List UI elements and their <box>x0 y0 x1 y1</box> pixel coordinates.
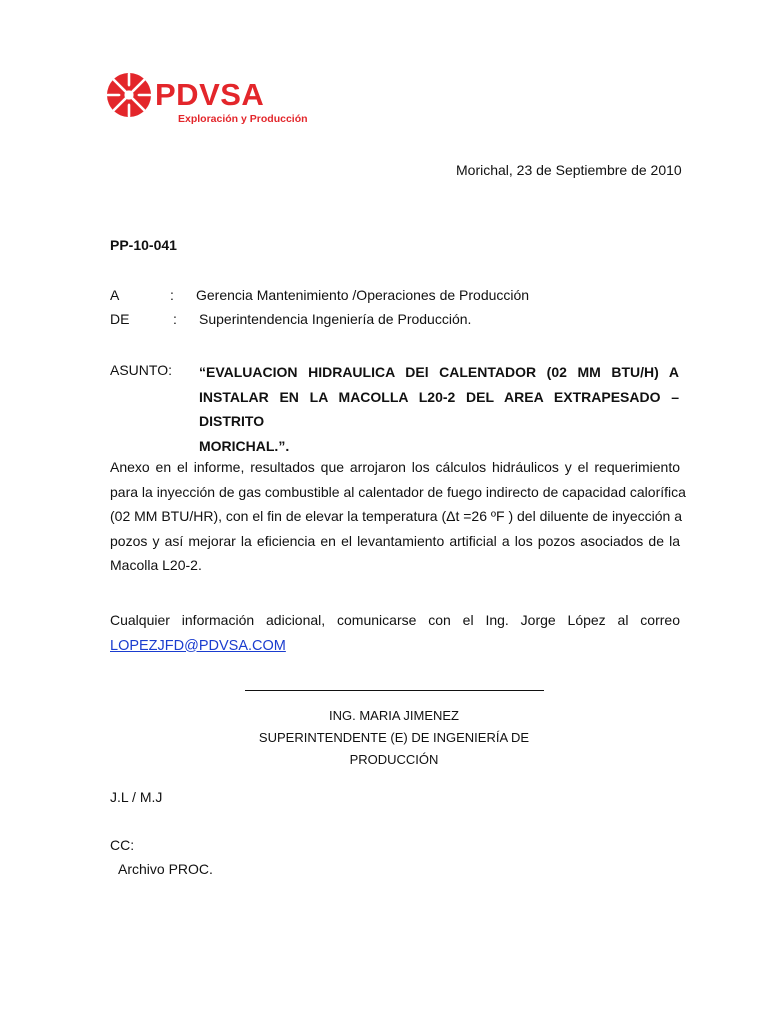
from-label: DE <box>110 311 130 327</box>
body-line: Anexo en el informe, resultados que arrojaron los cálculos hidráulicos y el requerimiento <box>110 459 680 475</box>
logo-name: PDVSA <box>155 77 265 112</box>
logo-subtitle: Exploración y Producción <box>178 113 308 125</box>
signer-title: PRODUCCIÓN <box>349 752 439 767</box>
subject-label: ASUNTO: <box>110 362 172 378</box>
from-value: Superintendencia Ingeniería de Producción. <box>199 311 472 327</box>
pdvsa-sun-icon <box>106 72 152 118</box>
cc-label: CC: <box>110 837 135 853</box>
signature-line <box>245 690 544 691</box>
body-line: Macolla L20-2. <box>110 557 202 573</box>
signer-title: SUPERINTENDENTE (E) DE INGENIERÍA DE <box>258 730 530 745</box>
reference-number: PP-10-041 <box>110 237 177 253</box>
signer-name: ING. MARIA JIMENEZ <box>328 708 459 723</box>
pdvsa-logo <box>106 72 316 132</box>
to-separator: : <box>170 287 174 303</box>
from-separator: : <box>173 311 177 327</box>
subject-text <box>199 360 679 458</box>
cc-item: Archivo PROC. <box>118 861 213 877</box>
contact-paragraph <box>110 608 680 658</box>
body-line: para la inyección de gas combustible al calentador de fuego indirecto de capacidad calorífica <box>110 483 686 500</box>
body-line: pozos y así mejorar la eficiencia en el levantamiento artificial a los pozos asociados de la <box>110 532 680 549</box>
to-label: A <box>110 287 120 303</box>
body-paragraph <box>110 455 686 578</box>
to-value: Gerencia Mantenimiento /Operaciones de Producción <box>196 287 530 303</box>
contact-email-link[interactable]: LOPEZJFD@PDVSA.COM <box>110 637 286 654</box>
signature-block <box>244 705 544 771</box>
subject-line: MORICHAL.”. <box>199 437 290 454</box>
place-date: Morichal, 23 de Septiembre de 2010 <box>456 162 682 178</box>
contact-line: Cualquier información adicional, comunicarse con el Ing. Jorge López al correo <box>110 612 680 628</box>
initials: J.L / M.J <box>110 789 163 805</box>
subject-line: “EVALUACION HIDRAULICA DEl CALENTADOR (02 MM BTU/H) A <box>199 364 679 380</box>
subject-line: INSTALAR EN LA MACOLLA L20-2 DEL AREA EXTRAPESADO – DISTRITO <box>199 388 679 429</box>
body-line: (02 MM BTU/HR), con el fin de elevar la temperatura (Δt =26 ºF ) del diluente de inyección a <box>110 508 682 524</box>
